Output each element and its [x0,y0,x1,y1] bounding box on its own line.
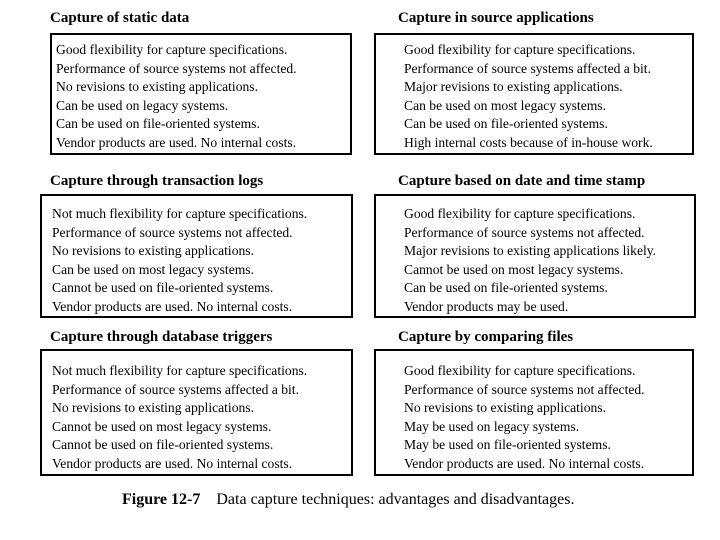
list-item: Can be used on file-oriented systems. [404,280,608,296]
list-item: Cannot be used on file-oriented systems. [52,280,274,296]
list-item: Good flexibility for capture specifications. [404,363,636,378]
list-item: Good flexibility for capture specifications. [404,206,636,221]
panel-title: Capture in source applications [398,10,594,26]
panel-title: Capture of static data [50,10,190,26]
figure-caption-text: Data capture techniques: advantages and disadvantages. [216,491,575,508]
list-item: Vendor products are used. No internal costs. [56,134,297,150]
panel-title: Capture based on date and time stamp [398,173,646,189]
panel-box [50,33,352,155]
list-item: Can be used on file-oriented systems. [56,116,260,132]
list-item: Performance of source systems not affected. [404,224,645,240]
list-item: Vendor products may be used. [404,298,569,314]
list-item: Performance of source systems not affected. [404,381,645,397]
list-item: Vendor products are used. No internal costs. [52,298,293,314]
list-item: No revisions to existing applications. [52,243,254,259]
panel-title: Capture through transaction logs [50,173,264,189]
list-item: Not much flexibility for capture specifications. [52,363,308,378]
list-item: Good flexibility for capture specifications. [404,42,636,57]
list-item: Vendor products are used. No internal costs. [52,455,293,471]
list-item: Vendor products are used. No internal costs. [404,455,645,471]
list-item: Cannot be used on most legacy systems. [404,261,624,277]
list-item: Cannot be used on file-oriented systems. [52,437,274,453]
list-item: Not much flexibility for capture specifications. [52,206,308,221]
list-item: High internal costs because of in-house work. [404,134,653,150]
list-item: Performance of source systems affected a bit. [404,60,651,76]
figure-label: Figure 12-7 [122,491,201,508]
panel-box [374,33,694,155]
panel-box [40,349,353,476]
list-item: No revisions to existing applications. [404,400,606,416]
list-item: Can be used on most legacy systems. [52,261,254,277]
list-item: Performance of source systems affected a bit. [52,381,299,397]
panel-box [40,194,353,318]
panel-title: Capture through database triggers [50,329,273,345]
list-item: No revisions to existing applications. [56,79,258,95]
list-item: Can be used on most legacy systems. [404,97,606,113]
list-item: May be used on legacy systems. [404,418,580,434]
panel-box [374,349,694,476]
list-item: Good flexibility for capture specifications. [56,42,288,57]
figure-caption [122,491,574,509]
list-item: Major revisions to existing applications. [404,79,623,95]
list-item: Cannot be used on most legacy systems. [52,418,272,434]
list-item: No revisions to existing applications. [52,400,254,416]
list-item: Major revisions to existing applications likely. [404,243,657,259]
list-item: Performance of source systems not affected. [56,60,297,76]
panel-title: Capture by comparing files [398,329,574,345]
panel-box [374,194,696,318]
list-item: Can be used on file-oriented systems. [404,116,608,132]
list-item: Can be used on legacy systems. [56,97,229,113]
list-item: May be used on file-oriented systems. [404,437,611,453]
list-item: Performance of source systems not affected. [52,224,293,240]
